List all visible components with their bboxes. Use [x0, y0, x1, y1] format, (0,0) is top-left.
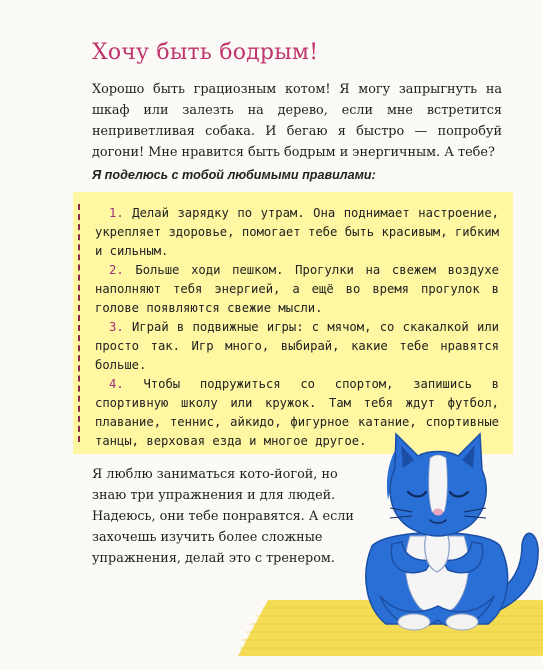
rule-text: Больше ходи пешком. Прогулки на свежем воздухе наполняют тебя энергией, а ещё во время прогулок в голове появляются свежие мысли.: [95, 263, 499, 315]
rule-number: 1.: [109, 206, 124, 220]
cat-foot-right: [446, 614, 478, 630]
page-title: Хочу быть бодрым!: [92, 40, 319, 65]
cat-face-blaze: [429, 455, 448, 512]
rule-number: 3.: [109, 320, 124, 334]
intro-paragraph: Хорошо быть грациозным котом! Я могу запрыгнуть на шкаф или залезть на дерево, если мне встретится неприветливая собака. И бегаю я быстро — попробуй догони! Мне нравится быть бодрым и энергичным. А тебе?: [92, 82, 502, 160]
rule-text: Делай зарядку по утрам. Она поднимает настроение, укрепляет здоровье, помогает тебе быть красивым, гибким и сильным.: [95, 206, 499, 258]
cat-foot-left: [398, 614, 430, 630]
cat-nose: [433, 509, 443, 516]
rule-number: 2.: [109, 263, 124, 277]
rule-text: Чтобы подружиться со спортом, запишись в спортивную школу или кружок. Там тебя ждут футбол, плавание, теннис, айкидо, фигурное катание, спортивные танцы, верховая езда и многое другое.: [95, 377, 499, 448]
rules-heading: Я поделюсь с тобой любимыми правилами:: [92, 168, 376, 182]
rule-number: 4.: [109, 377, 124, 391]
outro-paragraph: Я люблю заниматься кото-йогой, но знаю три упражнения и для людей. Надеюсь, они тебе понравятся. А если захочешь изучить более сложные упражнения, делай это с тренером.: [92, 467, 354, 566]
rule-text: Играй в подвижные игры: с мячом, со скакалкой или просто так. Игр много, выбирай, какие тебе нравятся больше.: [95, 320, 499, 372]
